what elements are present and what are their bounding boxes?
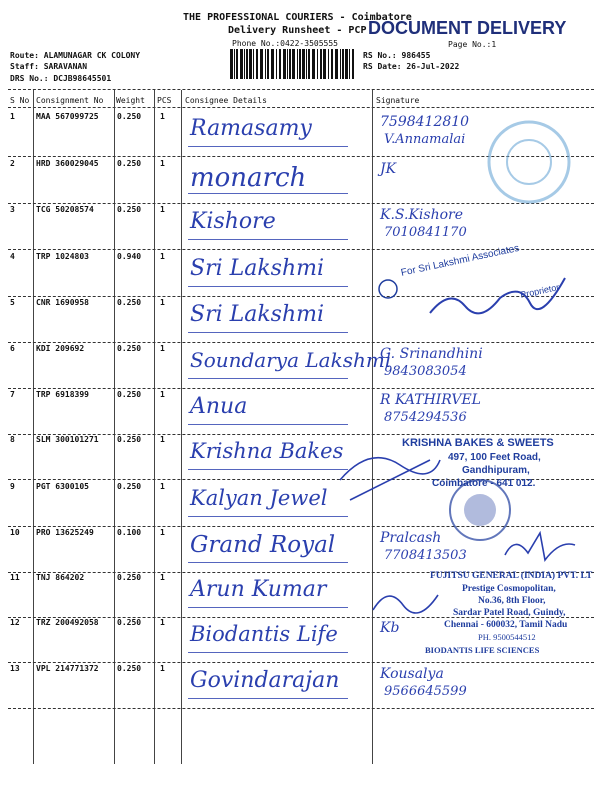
barcode-bar: [306, 49, 307, 79]
signature-circle-mark: [377, 278, 399, 300]
krishna-stamp-line3: Gandhipuram,: [462, 465, 530, 476]
row-signature: K.S.Kishore: [380, 207, 463, 223]
barcode-bar: [276, 49, 277, 79]
barcode-bar: [236, 49, 238, 79]
barcode-bar: [331, 49, 333, 79]
row-consignee-name: Anua: [190, 394, 248, 419]
row-consignee-name: Krishna Bakes: [190, 439, 344, 463]
handwritten-signature: [420, 268, 570, 328]
row-sno: 8: [10, 435, 15, 444]
header-bottom-rule: [8, 107, 594, 108]
row-sno: 2: [10, 159, 15, 168]
row-signature-extra: 7708413503: [384, 548, 467, 563]
col-consignment: Consignment No: [36, 96, 104, 105]
consignee-underline: [188, 193, 348, 194]
row-weight: 0.250: [117, 112, 142, 121]
row-weight: 0.250: [117, 390, 142, 399]
consignee-underline: [188, 516, 348, 517]
row-pcs: 1: [160, 390, 165, 399]
route: Route: ALAMUNAGAR CK COLONY: [10, 51, 141, 60]
row-divider: [8, 388, 594, 389]
row-consignment-no: TNJ 864202: [36, 573, 85, 582]
row-consignee-name: Ramasamy: [190, 116, 312, 141]
row-pcs: 1: [160, 482, 165, 491]
company-name: THE PROFESSIONAL COURIERS - Coimbatore: [183, 12, 412, 23]
row-consignee-name: monarch: [190, 163, 307, 193]
row-weight: 0.250: [117, 344, 142, 353]
row-pcs: 1: [160, 252, 165, 261]
row-consignee-name: Sri Lakshmi: [190, 302, 325, 327]
row-signature-extra: 9566645599: [384, 684, 467, 699]
row-sno: 1: [10, 112, 15, 121]
barcode-bar: [249, 49, 252, 79]
fujitsu-stamp-line2: Prestige Cosmopolitan,: [462, 584, 556, 594]
krishna-stamp-line2: 497, 100 Feet Road,: [448, 452, 541, 463]
row-consignee-name: Soundarya Lakshmi: [190, 348, 392, 372]
row-signature: Pralcash: [380, 530, 442, 546]
row-pcs: 1: [160, 112, 165, 121]
consignee-underline: [188, 698, 348, 699]
barcode-bar: [328, 49, 329, 79]
row-pcs: 1: [160, 159, 165, 168]
barcode-bar: [297, 49, 298, 79]
krishna-stamp-line4: Coimbatore - 641 012.: [432, 478, 536, 489]
scribble-signature: [330, 440, 450, 510]
row-pcs: 1: [160, 435, 165, 444]
row-consignment-no: VPL 214771372: [36, 664, 99, 673]
row-consignment-no: TRP 1024803: [36, 252, 89, 261]
row-consignee-name: Arun Kumar: [190, 577, 327, 602]
col-signature: Signature: [376, 96, 420, 105]
fujitsu-stamp-line1: FUJITSU GENERAL (INDIA) PVT. LT: [430, 571, 593, 581]
fujitsu-stamp-line6: PH. 9500544512: [478, 632, 536, 642]
consignee-underline: [188, 607, 348, 608]
row-signature: R KATHIRVEL: [380, 392, 481, 408]
staff: Staff: SARAVANAN: [10, 62, 88, 71]
krishna-stamp-line1: KRISHNA BAKES & SWEETS: [402, 437, 554, 449]
row-sno: 13: [10, 664, 20, 673]
row-sno: 3: [10, 205, 15, 214]
barcode-bar: [279, 49, 281, 79]
row-sno: 5: [10, 298, 15, 307]
row-sno: 11: [10, 573, 20, 582]
row-weight: 0.250: [117, 664, 142, 673]
barcode-bar: [253, 49, 254, 79]
row-pcs: 1: [160, 344, 165, 353]
barcode-bar: [302, 49, 305, 79]
row-sno: 12: [10, 618, 20, 627]
barcode-bar: [246, 49, 248, 79]
fujitsu-signature: [368, 580, 448, 620]
col-pcs: PCS: [157, 96, 172, 105]
barcode-bar: [230, 49, 233, 79]
row-weight: 0.250: [117, 159, 142, 168]
row-consignment-no: KDI 209692: [36, 344, 85, 353]
consignee-underline: [188, 562, 348, 563]
row-signature: G. Srinandhini: [380, 346, 483, 362]
row-consignee-name: Kishore: [190, 209, 276, 234]
consignee-underline: [188, 424, 348, 425]
page-number: Page No.:1: [448, 40, 497, 49]
barcode-bar: [234, 49, 235, 79]
barcode-bar: [323, 49, 326, 79]
row-pcs: 1: [160, 618, 165, 627]
grand-royal-signature: [500, 525, 580, 570]
phone-number: Phone No.:0422-3505555: [232, 39, 338, 48]
barcode-bar: [283, 49, 286, 79]
row-weight: 0.250: [117, 482, 142, 491]
runsheet-title: Delivery Runsheet - PCP: [228, 25, 367, 36]
fujitsu-stamp-line5: Chennai - 600032, Tamil Nadu: [444, 620, 568, 630]
row-pcs: 1: [160, 664, 165, 673]
barcode-bar: [349, 49, 350, 79]
barcode-bar: [289, 49, 291, 79]
circular-seal-stamp: [485, 118, 573, 206]
row-weight: 0.250: [117, 298, 142, 307]
row-weight: 0.250: [117, 618, 142, 627]
row-consignment-no: PGT 6300105: [36, 482, 89, 491]
row-signature: 7598412810: [380, 114, 470, 130]
row-weight: 0.940: [117, 252, 142, 261]
row-consignment-no: TRZ 200492058: [36, 618, 99, 627]
row-consignment-no: PRO 13625249: [36, 528, 94, 537]
row-pcs: 1: [160, 528, 165, 537]
row-divider: [8, 342, 594, 343]
row-weight: 0.100: [117, 528, 142, 537]
barcode-bar: [260, 49, 263, 79]
row-consignee-name: Govindarajan: [190, 668, 340, 693]
row-signature-extra: 7010841170: [384, 225, 467, 240]
consignee-underline: [188, 239, 348, 240]
row-sno: 6: [10, 344, 15, 353]
consignee-underline: [188, 146, 348, 147]
row-consignment-no: HRD 360029045: [36, 159, 99, 168]
row-consignment-no: TCG 50208574: [36, 205, 94, 214]
row-pcs: 1: [160, 573, 165, 582]
barcode-bar: [352, 49, 354, 79]
row-consignee-name: Grand Royal: [190, 532, 336, 558]
row-consignee-name: Sri Lakshmi: [190, 256, 325, 281]
header-top-rule: [8, 89, 594, 90]
consignee-underline: [188, 652, 348, 653]
row-consignee-name: Biodantis Life: [190, 622, 338, 646]
drs-number: DRS No.: DCJB98645501: [10, 74, 112, 83]
barcode-bar: [292, 49, 295, 79]
row-consignment-no: MAA 567099725: [36, 112, 99, 121]
row-pcs: 1: [160, 205, 165, 214]
col-weight: Weight: [116, 96, 145, 105]
row-signature-extra: V.Annamalai: [384, 132, 466, 147]
barcode: [230, 49, 356, 79]
row-divider: [8, 662, 594, 663]
consignee-underline: [188, 332, 348, 333]
barcode-bar: [240, 49, 243, 79]
barcode-bar: [335, 49, 338, 79]
document-delivery-stamp: DOCUMENT DELIVERY: [368, 18, 567, 38]
row-weight: 0.250: [117, 435, 142, 444]
sri-lakshmi-stamp: For Sri Lakshmi Associates: [400, 242, 521, 279]
row-consignee-name: Kalyan Jewel: [190, 486, 328, 510]
row-sno: 10: [10, 528, 20, 537]
consignee-underline: [188, 378, 348, 379]
row-signature: Kousalya: [380, 666, 444, 682]
col-sno: S No: [10, 96, 30, 105]
barcode-bar: [342, 49, 344, 79]
row-consignment-no: SLM 300101271: [36, 435, 99, 444]
consignee-underline: [188, 469, 348, 470]
consignee-underline: [188, 286, 348, 287]
row-weight: 0.250: [117, 573, 142, 582]
row-signature: JK: [380, 161, 397, 177]
barcode-bar: [317, 49, 318, 79]
barcode-bar: [320, 49, 322, 79]
row-consignment-no: CNR 1690958: [36, 298, 89, 307]
row-weight: 0.250: [117, 205, 142, 214]
col-consignee: Consignee Details: [185, 96, 267, 105]
row-consignment-no: TRP 6918399: [36, 390, 89, 399]
barcode-bar: [312, 49, 315, 79]
barcode-bar: [299, 49, 301, 79]
row-pcs: 1: [160, 298, 165, 307]
row-signature-extra: 9843083054: [384, 364, 467, 379]
fujitsu-stamp-line4: Sardar Patel Road, Guindy,: [453, 608, 566, 618]
fujitsu-stamp-line3: No.36, 8th Floor,: [478, 596, 546, 606]
barcode-bar: [256, 49, 258, 79]
barcode-bar: [340, 49, 341, 79]
row-sno: 4: [10, 252, 15, 261]
row-sno: 7: [10, 390, 15, 399]
biodantis-stamp: BIODANTIS LIFE SCIENCES: [425, 645, 540, 655]
rs-number: RS No.: 986455: [363, 51, 431, 60]
barcode-bar: [244, 49, 245, 79]
row-signature: Kb: [380, 620, 400, 636]
row-signature-extra: 8754294536: [384, 410, 467, 425]
proprietor-stamp: Proprietor: [519, 282, 561, 300]
barcode-bar: [345, 49, 348, 79]
barcode-bar: [265, 49, 266, 79]
row-sno: 9: [10, 482, 15, 491]
row-divider: [8, 708, 594, 709]
barcode-bar: [308, 49, 310, 79]
barcode-bar: [267, 49, 269, 79]
barcode-bar: [287, 49, 288, 79]
barcode-bar: [271, 49, 274, 79]
rs-date: RS Date: 26-Jul-2022: [363, 62, 460, 71]
